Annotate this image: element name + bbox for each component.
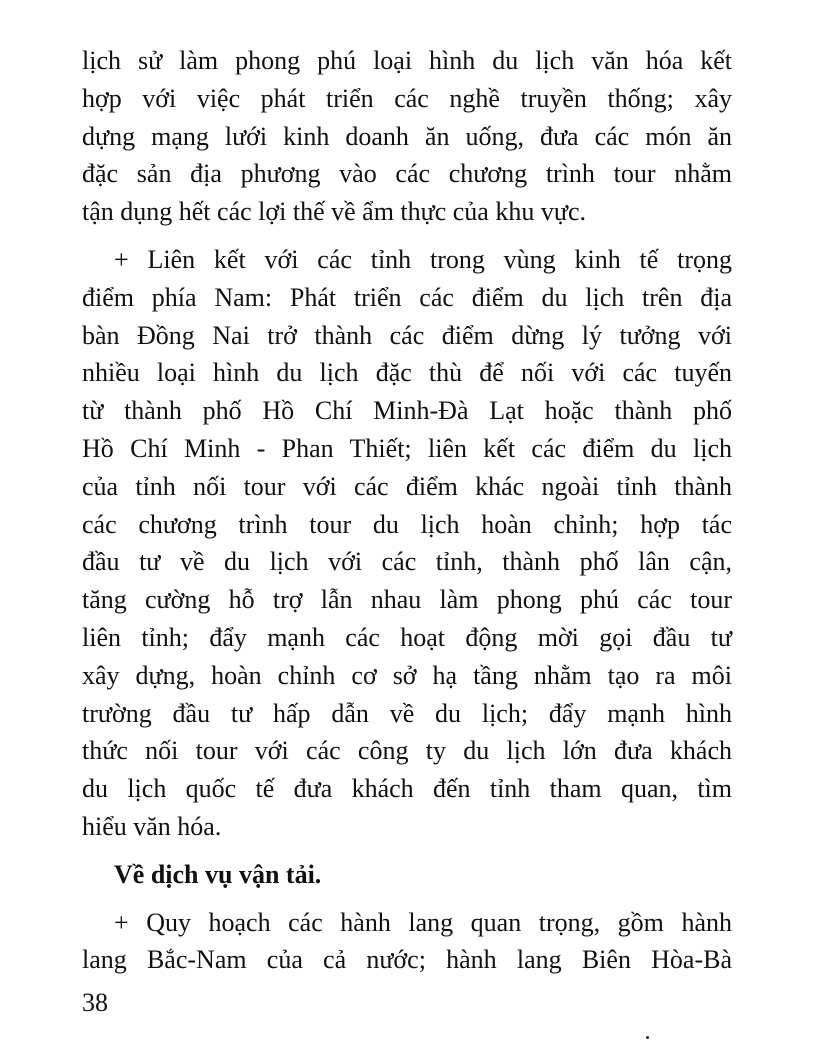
text-line: tăng cường hỗ trợ lẫn nhau làm phong phú các tour xyxy=(82,585,732,615)
text-line: Hồ Chí Minh - Phan Thiết; liên kết các điểm du lịch xyxy=(82,433,732,463)
section-heading: Về dịch vụ vận tải. xyxy=(114,859,322,889)
paragraph-gap xyxy=(82,231,732,241)
body-text xyxy=(82,42,732,979)
text-line: lịch sử làm phong phú loại hình du lịch văn hóa kết xyxy=(82,46,732,75)
text-line: du lịch quốc tế đưa khách đến tỉnh tham quan, tìm xyxy=(82,774,732,804)
text-line: + Quy hoạch các hành lang quan trọng, gồm hành xyxy=(114,907,732,937)
paragraph-gap xyxy=(82,846,732,856)
page-number: 38 xyxy=(82,988,108,1017)
text-line: liên tỉnh; đẩy mạnh các hoạt động mời gọi đầu tư xyxy=(82,622,732,652)
text-line: trường đầu tư hấp dẫn về du lịch; đẩy mạnh hình xyxy=(82,698,732,728)
text-line: bàn Đồng Nai trở thành các điểm dừng lý tưởng với xyxy=(82,320,732,350)
text-line: + Liên kết với các tỉnh trong vùng kinh tế trọng xyxy=(114,244,732,274)
paragraph-3 xyxy=(82,904,732,980)
text-line: thức nối tour với các công ty du lịch lớn đưa khách xyxy=(82,736,732,766)
text-line: xây dựng, hoàn chỉnh cơ sở hạ tầng nhằm tạo ra môi xyxy=(82,660,732,690)
text-line: hiểu văn hóa. xyxy=(82,811,222,841)
text-line: của tỉnh nối tour với các điểm khác ngoài tỉnh thành xyxy=(82,471,732,501)
text-line: các chương trình tour du lịch hoàn chỉnh; hợp tác xyxy=(82,509,732,539)
text-line: hợp với việc phát triển các nghề truyền thống; xây xyxy=(82,83,732,113)
text-line: dựng mạng lưới kinh doanh ăn uống, đưa các món ăn xyxy=(82,121,732,151)
text-line: điểm phía Nam: Phát triển các điểm du lịch trên địa xyxy=(82,282,732,312)
text-line: từ thành phố Hồ Chí Minh-Đà Lạt hoặc thành phố xyxy=(82,396,732,426)
text-line: tận dụng hết các lợi thế về ẩm thực của khu vực. xyxy=(82,197,586,227)
text-line: lang Bắc-Nam của cả nước; hành lang Biên Hòa-Bà xyxy=(82,945,732,975)
text-line: nhiều loại hình du lịch đặc thù để nối với các tuyến xyxy=(82,358,732,388)
paragraph-gap xyxy=(82,894,732,904)
text-line: đặc sản địa phương vào các chương trình tour nhằm xyxy=(82,159,732,189)
paragraph-1 xyxy=(82,42,732,231)
paragraph-2 xyxy=(82,241,732,846)
scan-speck xyxy=(646,1036,649,1039)
text-line: đầu tư về du lịch với các tỉnh, thành phố lân cận, xyxy=(82,547,732,577)
